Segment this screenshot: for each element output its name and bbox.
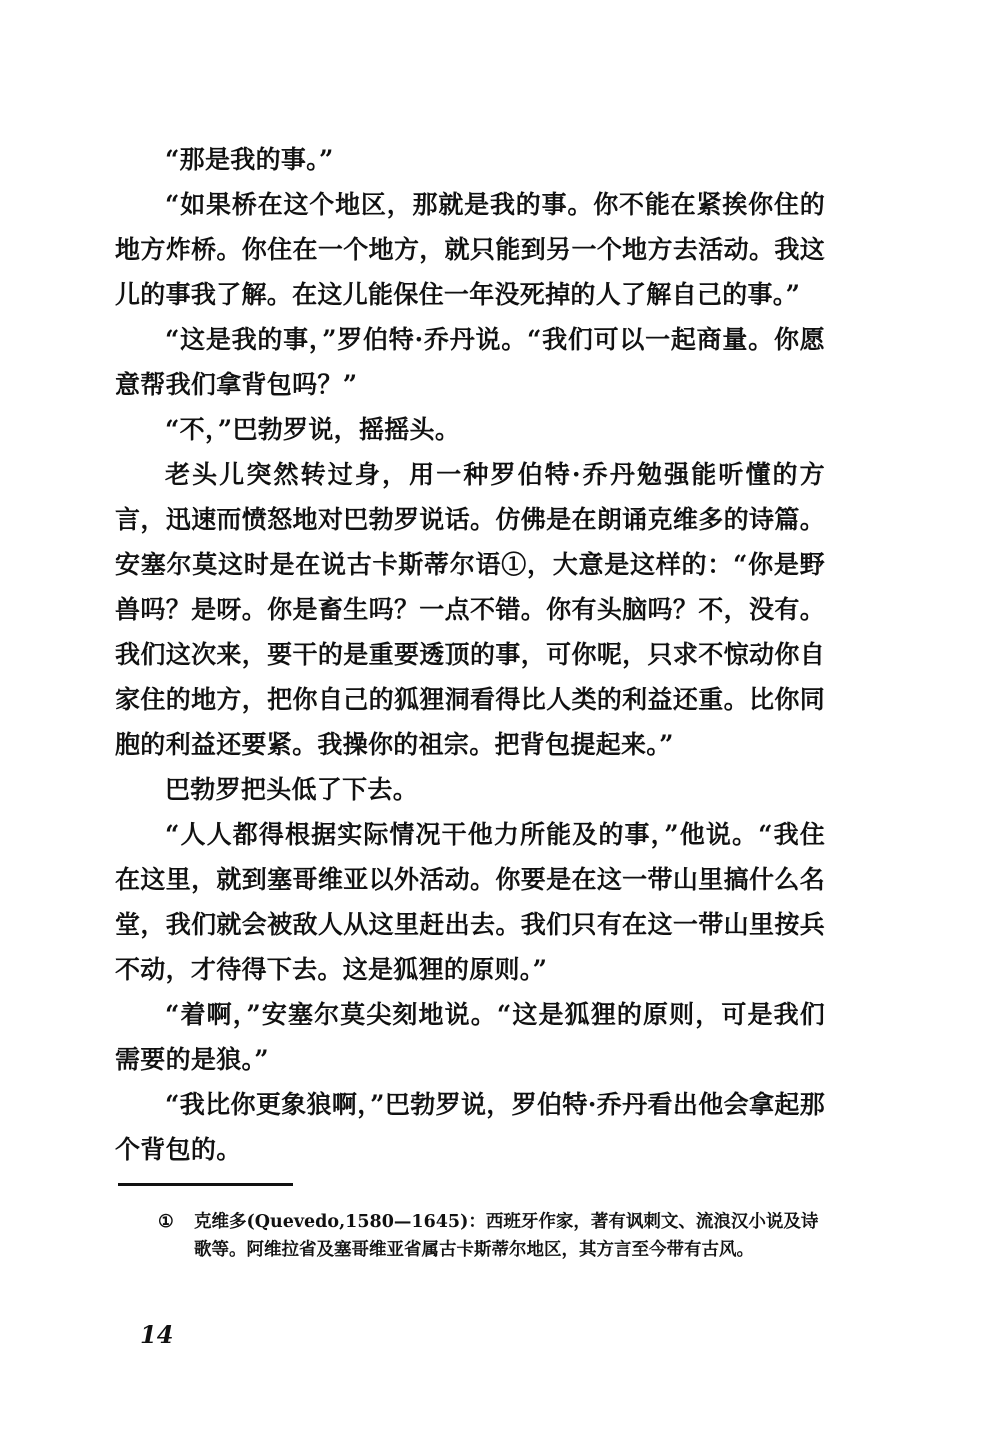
paragraph: “那是我的事。”: [165, 145, 334, 174]
body-text: [115, 137, 825, 1172]
footnote-mark: ①: [158, 1212, 174, 1232]
paragraph: “人人都得根据实际情况干他力所能及的事，”他说。“我住在这里，就到塞哥维亚以外活动。你要是在这一带山里搞什么名堂，我们就会被敌人从这里赶出去。我们只有在这一带山里按兵不动，才待得下去。这是狐狸的原则。”: [115, 820, 825, 984]
page-number: 14: [140, 1320, 174, 1349]
footnote-divider: [118, 1183, 293, 1186]
paragraph: 老头儿突然转过身，用一种罗伯特·乔丹勉强能听懂的方言，迅速而愤怒地对巴勃罗说话。仿佛是在朗诵克维多的诗篇。安塞尔莫这时是在说古卡斯蒂尔语①，大意是这样的：“你是野兽吗？是呀。你是畜生吗？一点不错。你有头脑吗？不，没有。我们这次来，要干的是重要透顶的事，可你呢，只求不惊动你自家住的地方，把你自己的狐狸洞看得比人类的利益还重。比你同胞的利益还要紧。我操你的祖宗。把背包提起来。”: [115, 460, 825, 759]
paragraph: “如果桥在这个地区，那就是我的事。你不能在紧挨你住的地方炸桥。你住在一个地方，就只能到另一个地方去活动。我这儿的事我了解。在这儿能保住一年没死掉的人了解自己的事。”: [115, 190, 825, 309]
paragraph: “这是我的事，”罗伯特·乔丹说。“我们可以一起商量。你愿意帮我们拿背包吗？”: [115, 325, 825, 399]
paragraph: “不，”巴勃罗说，摇摇头。: [165, 415, 461, 444]
paragraph: “着啊，”安塞尔莫尖刻地说。“这是狐狸的原则，可是我们需要的是狼。”: [115, 1000, 825, 1074]
footnote: [158, 1208, 826, 1264]
paragraph: 巴勃罗把头低了下去。: [165, 775, 419, 804]
paragraph: “我比你更象狼啊，”巴勃罗说，罗伯特·乔丹看出他会拿起那个背包的。: [115, 1090, 825, 1164]
footnote-text: 克维多(Quevedo,1580—1645)：西班牙作家，著有讽刺文、流浪汉小说及诗歌等。阿维拉省及塞哥维亚省属古卡斯蒂尔地区，其方言至今带有古风。: [194, 1212, 819, 1260]
